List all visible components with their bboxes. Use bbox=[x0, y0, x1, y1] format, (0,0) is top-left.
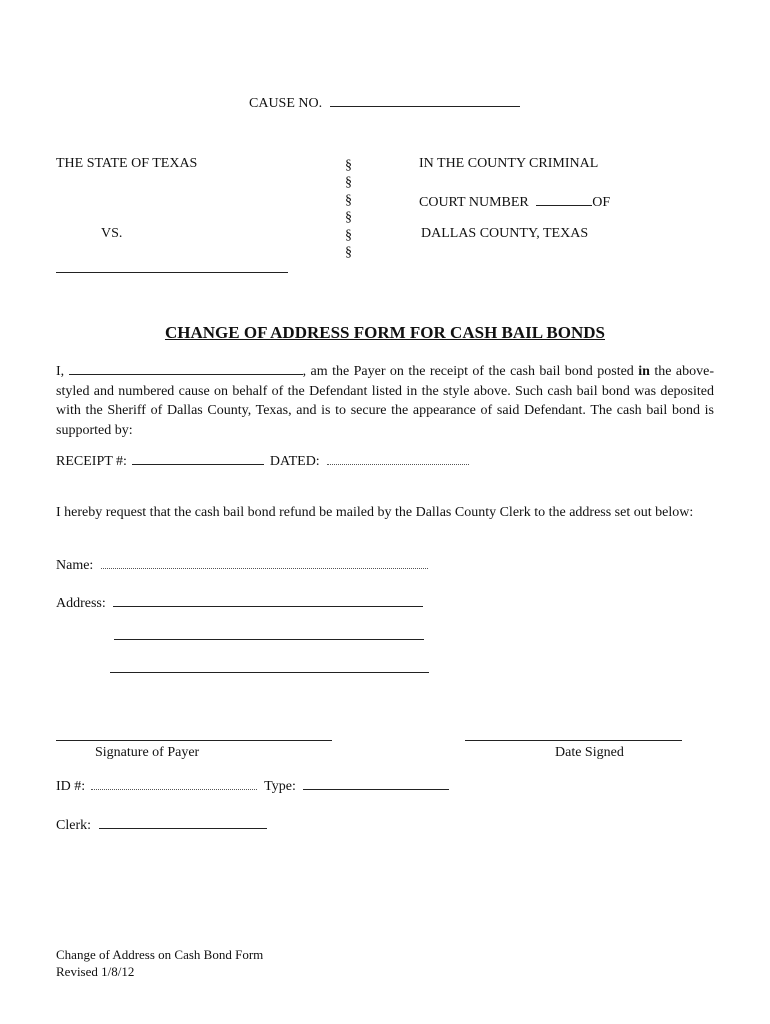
vs-label: VS. bbox=[101, 226, 123, 241]
address-row bbox=[56, 593, 423, 611]
address-line-1-field[interactable] bbox=[113, 593, 423, 607]
dallas-county-label: DALLAS COUNTY, TEXAS bbox=[421, 226, 589, 241]
date-signed-label: Date Signed bbox=[555, 745, 624, 760]
type-field[interactable] bbox=[303, 776, 449, 790]
name-row bbox=[56, 555, 428, 573]
signature-field[interactable] bbox=[56, 740, 332, 741]
address-line-2-field[interactable] bbox=[114, 639, 424, 640]
dated-field[interactable] bbox=[327, 451, 469, 465]
clerk-row bbox=[56, 815, 267, 833]
address-label: Address: bbox=[56, 596, 106, 611]
intro-text-b: the above-styled and numbered cause on behalf of the Defendant listed in the style above. Such cash bail bond was deposited with the Sheriff of Dallas County, Texas, and is to secure the appearance of said Defendant. The cash bail bond is supported by: bbox=[56, 364, 714, 438]
receipt-number-field[interactable] bbox=[132, 451, 264, 465]
footer-revision: Revised 1/8/12 bbox=[56, 964, 135, 979]
section-symbol: § bbox=[345, 245, 352, 261]
name-label: Name: bbox=[56, 558, 94, 573]
section-symbol: § bbox=[345, 227, 352, 243]
id-label: ID #: bbox=[56, 779, 86, 794]
defendant-name-field[interactable] bbox=[56, 272, 288, 273]
section-symbols bbox=[345, 157, 352, 261]
footer-form-name: Change of Address on Cash Bond Form bbox=[56, 947, 264, 962]
receipt-row bbox=[56, 451, 469, 469]
court-number-field[interactable] bbox=[536, 192, 592, 206]
dated-label: DATED: bbox=[269, 454, 320, 469]
cause-number-field[interactable] bbox=[330, 93, 520, 107]
court-number-row bbox=[419, 192, 610, 210]
intro-prefix: I, bbox=[56, 364, 65, 379]
id-type-row bbox=[56, 776, 449, 794]
intro-bold-word: in bbox=[638, 364, 650, 379]
intro-text-a: , am the Payer on the receipt of the cash bail bond posted bbox=[302, 364, 634, 379]
section-symbol: § bbox=[345, 210, 352, 226]
section-symbol: § bbox=[345, 175, 352, 191]
cause-label: CAUSE NO. bbox=[249, 96, 323, 111]
date-signed-field[interactable] bbox=[465, 740, 682, 741]
id-number-field[interactable] bbox=[91, 776, 257, 790]
court-number-suffix: OF bbox=[592, 195, 611, 210]
section-symbol: § bbox=[345, 192, 352, 208]
state-of-texas-label: THE STATE OF TEXAS bbox=[56, 156, 198, 171]
signature-label: Signature of Payer bbox=[95, 745, 200, 760]
form-title: CHANGE OF ADDRESS FORM FOR CASH BAIL BONDS bbox=[164, 323, 605, 342]
payer-name-field[interactable] bbox=[69, 361, 303, 375]
type-label: Type: bbox=[264, 779, 296, 794]
section-symbol: § bbox=[345, 158, 352, 173]
clerk-label: Clerk: bbox=[56, 818, 91, 833]
request-paragraph: I hereby request that the cash bail bond refund be mailed by the Dallas County Clerk to the address set out below: bbox=[56, 505, 694, 520]
name-field[interactable] bbox=[101, 555, 428, 569]
address-line-3-field[interactable] bbox=[110, 672, 429, 673]
clerk-field[interactable] bbox=[99, 815, 267, 829]
court-number-label: COURT NUMBER bbox=[419, 195, 529, 210]
receipt-label: RECEIPT #: bbox=[56, 454, 127, 469]
county-criminal-label: IN THE COUNTY CRIMINAL bbox=[419, 156, 599, 171]
cause-number-row bbox=[249, 93, 520, 111]
intro-paragraph bbox=[56, 361, 714, 440]
